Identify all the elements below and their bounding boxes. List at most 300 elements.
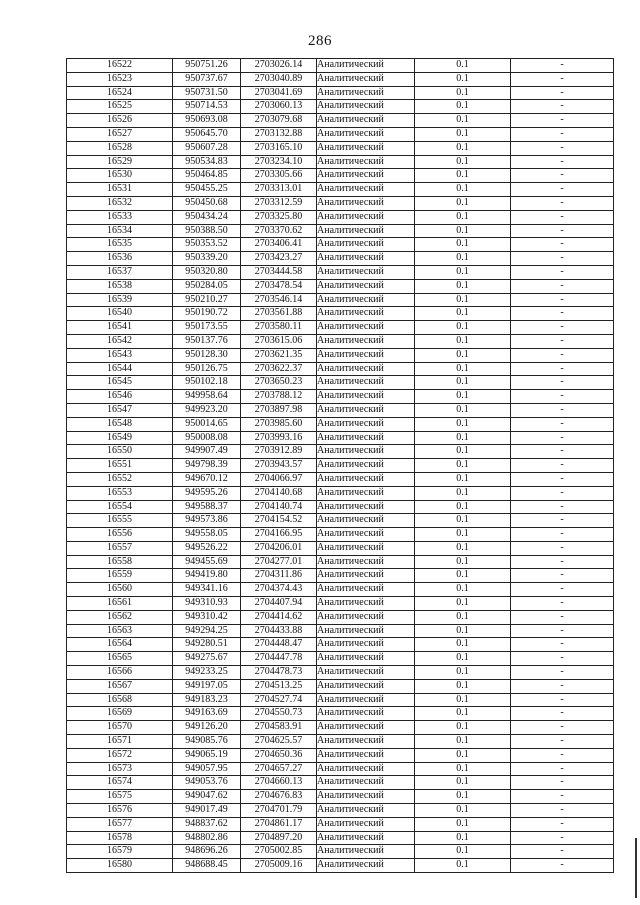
error-cell: 0.1 <box>415 472 511 486</box>
x-coordinate-cell: 949275.67 <box>173 652 241 666</box>
table-row <box>67 762 614 776</box>
method-cell: Аналитический <box>317 403 415 417</box>
method-cell: Аналитический <box>317 500 415 514</box>
x-coordinate-cell: 950126.75 <box>173 362 241 376</box>
y-coordinate-cell: 2703985.60 <box>241 417 317 431</box>
note-cell: - <box>511 845 614 859</box>
error-cell: 0.1 <box>415 224 511 238</box>
table-row <box>67 748 614 762</box>
note-cell: - <box>511 638 614 652</box>
note-cell: - <box>511 59 614 73</box>
error-cell: 0.1 <box>415 776 511 790</box>
note-cell: - <box>511 569 614 583</box>
error-cell: 0.1 <box>415 445 511 459</box>
y-coordinate-cell: 2704414.62 <box>241 610 317 624</box>
point-number-cell: 16535 <box>67 238 173 252</box>
x-coordinate-cell: 949573.86 <box>173 514 241 528</box>
y-coordinate-cell: 2704897.20 <box>241 831 317 845</box>
note-cell: - <box>511 293 614 307</box>
coordinates-table-body <box>67 59 614 873</box>
note-cell: - <box>511 321 614 335</box>
table-row <box>67 679 614 693</box>
note-cell: - <box>511 376 614 390</box>
method-cell: Аналитический <box>317 459 415 473</box>
note-cell: - <box>511 735 614 749</box>
x-coordinate-cell: 949197.05 <box>173 679 241 693</box>
error-cell: 0.1 <box>415 59 511 73</box>
y-coordinate-cell: 2704311.86 <box>241 569 317 583</box>
x-coordinate-cell: 949053.76 <box>173 776 241 790</box>
error-cell: 0.1 <box>415 100 511 114</box>
point-number-cell: 16570 <box>67 721 173 735</box>
table-row <box>67 597 614 611</box>
point-number-cell: 16567 <box>67 679 173 693</box>
method-cell: Аналитический <box>317 679 415 693</box>
error-cell: 0.1 <box>415 293 511 307</box>
table-row <box>67 252 614 266</box>
point-number-cell: 16565 <box>67 652 173 666</box>
note-cell: - <box>511 265 614 279</box>
x-coordinate-cell: 948837.62 <box>173 817 241 831</box>
point-number-cell: 16578 <box>67 831 173 845</box>
point-number-cell: 16531 <box>67 183 173 197</box>
error-cell: 0.1 <box>415 597 511 611</box>
x-coordinate-cell: 950751.26 <box>173 59 241 73</box>
error-cell: 0.1 <box>415 735 511 749</box>
y-coordinate-cell: 2704140.74 <box>241 500 317 514</box>
x-coordinate-cell: 949294.25 <box>173 624 241 638</box>
error-cell: 0.1 <box>415 610 511 624</box>
x-coordinate-cell: 949923.20 <box>173 403 241 417</box>
x-coordinate-cell: 950128.30 <box>173 348 241 362</box>
note-cell: - <box>511 721 614 735</box>
y-coordinate-cell: 2703040.89 <box>241 72 317 86</box>
error-cell: 0.1 <box>415 762 511 776</box>
method-cell: Аналитический <box>317 265 415 279</box>
error-cell: 0.1 <box>415 541 511 555</box>
note-cell: - <box>511 748 614 762</box>
method-cell: Аналитический <box>317 831 415 845</box>
x-coordinate-cell: 949907.49 <box>173 445 241 459</box>
y-coordinate-cell: 2704861.17 <box>241 817 317 831</box>
table-row <box>67 445 614 459</box>
x-coordinate-cell: 949310.93 <box>173 597 241 611</box>
error-cell: 0.1 <box>415 321 511 335</box>
x-coordinate-cell: 949280.51 <box>173 638 241 652</box>
x-coordinate-cell: 949163.69 <box>173 707 241 721</box>
y-coordinate-cell: 2703622.37 <box>241 362 317 376</box>
note-cell: - <box>511 610 614 624</box>
point-number-cell: 16563 <box>67 624 173 638</box>
point-number-cell: 16559 <box>67 569 173 583</box>
note-cell: - <box>511 417 614 431</box>
table-row <box>67 403 614 417</box>
note-cell: - <box>511 86 614 100</box>
point-number-cell: 16537 <box>67 265 173 279</box>
method-cell: Аналитический <box>317 541 415 555</box>
method-cell: Аналитический <box>317 417 415 431</box>
note-cell: - <box>511 459 614 473</box>
error-cell: 0.1 <box>415 569 511 583</box>
table-row <box>67 224 614 238</box>
note-cell: - <box>511 224 614 238</box>
y-coordinate-cell: 2703615.06 <box>241 334 317 348</box>
note-cell: - <box>511 445 614 459</box>
note-cell: - <box>511 100 614 114</box>
note-cell: - <box>511 403 614 417</box>
note-cell: - <box>511 817 614 831</box>
note-cell: - <box>511 279 614 293</box>
point-number-cell: 16533 <box>67 210 173 224</box>
x-coordinate-cell: 949595.26 <box>173 486 241 500</box>
table-row <box>67 279 614 293</box>
error-cell: 0.1 <box>415 679 511 693</box>
note-cell: - <box>511 362 614 376</box>
point-number-cell: 16574 <box>67 776 173 790</box>
note-cell: - <box>511 514 614 528</box>
note-cell: - <box>511 597 614 611</box>
error-cell: 0.1 <box>415 279 511 293</box>
x-coordinate-cell: 949455.69 <box>173 555 241 569</box>
note-cell: - <box>511 196 614 210</box>
method-cell: Аналитический <box>317 804 415 818</box>
x-coordinate-cell: 950102.18 <box>173 376 241 390</box>
table-row <box>67 721 614 735</box>
table-row <box>67 569 614 583</box>
y-coordinate-cell: 2704166.95 <box>241 528 317 542</box>
point-number-cell: 16553 <box>67 486 173 500</box>
point-number-cell: 16573 <box>67 762 173 776</box>
x-coordinate-cell: 950388.50 <box>173 224 241 238</box>
y-coordinate-cell: 2703478.54 <box>241 279 317 293</box>
note-cell: - <box>511 693 614 707</box>
error-cell: 0.1 <box>415 196 511 210</box>
point-number-cell: 16564 <box>67 638 173 652</box>
table-row <box>67 334 614 348</box>
method-cell: Аналитический <box>317 845 415 859</box>
point-number-cell: 16543 <box>67 348 173 362</box>
y-coordinate-cell: 2704407.94 <box>241 597 317 611</box>
method-cell: Аналитический <box>317 307 415 321</box>
table-row <box>67 59 614 73</box>
error-cell: 0.1 <box>415 555 511 569</box>
x-coordinate-cell: 948802.86 <box>173 831 241 845</box>
x-coordinate-cell: 948688.45 <box>173 859 241 873</box>
x-coordinate-cell: 949047.62 <box>173 790 241 804</box>
method-cell: Аналитический <box>317 735 415 749</box>
table-row <box>67 114 614 128</box>
point-number-cell: 16532 <box>67 196 173 210</box>
table-row <box>67 859 614 873</box>
point-number-cell: 16541 <box>67 321 173 335</box>
table-row <box>67 804 614 818</box>
table-row <box>67 541 614 555</box>
point-number-cell: 16538 <box>67 279 173 293</box>
note-cell: - <box>511 114 614 128</box>
x-coordinate-cell: 949670.12 <box>173 472 241 486</box>
error-cell: 0.1 <box>415 748 511 762</box>
error-cell: 0.1 <box>415 169 511 183</box>
table-row <box>67 500 614 514</box>
method-cell: Аналитический <box>317 859 415 873</box>
y-coordinate-cell: 2704374.43 <box>241 583 317 597</box>
x-coordinate-cell: 949233.25 <box>173 666 241 680</box>
note-cell: - <box>511 169 614 183</box>
x-coordinate-cell: 950014.65 <box>173 417 241 431</box>
method-cell: Аналитический <box>317 362 415 376</box>
error-cell: 0.1 <box>415 238 511 252</box>
method-cell: Аналитический <box>317 169 415 183</box>
method-cell: Аналитический <box>317 472 415 486</box>
point-number-cell: 16529 <box>67 155 173 169</box>
table-row <box>67 72 614 86</box>
point-number-cell: 16579 <box>67 845 173 859</box>
method-cell: Аналитический <box>317 334 415 348</box>
x-coordinate-cell: 949183.23 <box>173 693 241 707</box>
method-cell: Аналитический <box>317 210 415 224</box>
error-cell: 0.1 <box>415 707 511 721</box>
y-coordinate-cell: 2704625.57 <box>241 735 317 749</box>
point-number-cell: 16558 <box>67 555 173 569</box>
x-coordinate-cell: 949085.76 <box>173 735 241 749</box>
x-coordinate-cell: 950607.28 <box>173 141 241 155</box>
table-row <box>67 293 614 307</box>
error-cell: 0.1 <box>415 141 511 155</box>
method-cell: Аналитический <box>317 666 415 680</box>
x-coordinate-cell: 950731.50 <box>173 86 241 100</box>
note-cell: - <box>511 252 614 266</box>
table-row <box>67 238 614 252</box>
table-row <box>67 790 614 804</box>
table-row <box>67 417 614 431</box>
method-cell: Аналитический <box>317 252 415 266</box>
method-cell: Аналитический <box>317 555 415 569</box>
page-number: 286 <box>308 33 332 49</box>
y-coordinate-cell: 2703234.10 <box>241 155 317 169</box>
x-coordinate-cell: 950455.25 <box>173 183 241 197</box>
y-coordinate-cell: 2704447.78 <box>241 652 317 666</box>
method-cell: Аналитический <box>317 624 415 638</box>
point-number-cell: 16568 <box>67 693 173 707</box>
table-row <box>67 514 614 528</box>
table-row <box>67 638 614 652</box>
table-row <box>67 321 614 335</box>
error-cell: 0.1 <box>415 348 511 362</box>
point-number-cell: 16571 <box>67 735 173 749</box>
point-number-cell: 16525 <box>67 100 173 114</box>
y-coordinate-cell: 2703423.27 <box>241 252 317 266</box>
error-cell: 0.1 <box>415 652 511 666</box>
table-row <box>67 459 614 473</box>
y-coordinate-cell: 2703370.62 <box>241 224 317 238</box>
x-coordinate-cell: 949310.42 <box>173 610 241 624</box>
x-coordinate-cell: 950173.55 <box>173 321 241 335</box>
note-cell: - <box>511 72 614 86</box>
note-cell: - <box>511 666 614 680</box>
table-row <box>67 583 614 597</box>
y-coordinate-cell: 2703650.23 <box>241 376 317 390</box>
point-number-cell: 16555 <box>67 514 173 528</box>
x-coordinate-cell: 950353.52 <box>173 238 241 252</box>
x-coordinate-cell: 949526.22 <box>173 541 241 555</box>
point-number-cell: 16524 <box>67 86 173 100</box>
point-number-cell: 16534 <box>67 224 173 238</box>
method-cell: Аналитический <box>317 127 415 141</box>
point-number-cell: 16536 <box>67 252 173 266</box>
x-coordinate-cell: 949588.37 <box>173 500 241 514</box>
x-coordinate-cell: 950645.70 <box>173 127 241 141</box>
error-cell: 0.1 <box>415 831 511 845</box>
table-row <box>67 472 614 486</box>
x-coordinate-cell: 949065.19 <box>173 748 241 762</box>
method-cell: Аналитический <box>317 431 415 445</box>
table-row <box>67 555 614 569</box>
y-coordinate-cell: 2703313.01 <box>241 183 317 197</box>
error-cell: 0.1 <box>415 845 511 859</box>
note-cell: - <box>511 679 614 693</box>
x-coordinate-cell: 950714.53 <box>173 100 241 114</box>
point-number-cell: 16572 <box>67 748 173 762</box>
y-coordinate-cell: 2703993.16 <box>241 431 317 445</box>
y-coordinate-cell: 2703165.10 <box>241 141 317 155</box>
y-coordinate-cell: 2704478.73 <box>241 666 317 680</box>
point-number-cell: 16556 <box>67 528 173 542</box>
y-coordinate-cell: 2703546.14 <box>241 293 317 307</box>
table-row <box>67 707 614 721</box>
method-cell: Аналитический <box>317 721 415 735</box>
note-cell: - <box>511 500 614 514</box>
error-cell: 0.1 <box>415 624 511 638</box>
error-cell: 0.1 <box>415 693 511 707</box>
method-cell: Аналитический <box>317 114 415 128</box>
point-number-cell: 16527 <box>67 127 173 141</box>
table-row <box>67 376 614 390</box>
point-number-cell: 16546 <box>67 390 173 404</box>
error-cell: 0.1 <box>415 72 511 86</box>
note-cell: - <box>511 555 614 569</box>
point-number-cell: 16560 <box>67 583 173 597</box>
method-cell: Аналитический <box>317 638 415 652</box>
point-number-cell: 16544 <box>67 362 173 376</box>
table-row <box>67 86 614 100</box>
method-cell: Аналитический <box>317 59 415 73</box>
y-coordinate-cell: 2703041.69 <box>241 86 317 100</box>
x-coordinate-cell: 949126.20 <box>173 721 241 735</box>
x-coordinate-cell: 949057.95 <box>173 762 241 776</box>
table-row <box>67 307 614 321</box>
x-coordinate-cell: 950008.08 <box>173 431 241 445</box>
y-coordinate-cell: 2703561.88 <box>241 307 317 321</box>
x-coordinate-cell: 950464.85 <box>173 169 241 183</box>
x-coordinate-cell: 950450.68 <box>173 196 241 210</box>
y-coordinate-cell: 2704433.88 <box>241 624 317 638</box>
y-coordinate-cell: 2704154.52 <box>241 514 317 528</box>
method-cell: Аналитический <box>317 652 415 666</box>
table-row <box>67 666 614 680</box>
point-number-cell: 16540 <box>67 307 173 321</box>
error-cell: 0.1 <box>415 403 511 417</box>
y-coordinate-cell: 2703444.58 <box>241 265 317 279</box>
point-number-cell: 16577 <box>67 817 173 831</box>
error-cell: 0.1 <box>415 114 511 128</box>
table-row <box>67 735 614 749</box>
method-cell: Аналитический <box>317 762 415 776</box>
x-coordinate-cell: 950137.76 <box>173 334 241 348</box>
table-row <box>67 831 614 845</box>
note-cell: - <box>511 127 614 141</box>
error-cell: 0.1 <box>415 817 511 831</box>
error-cell: 0.1 <box>415 459 511 473</box>
error-cell: 0.1 <box>415 127 511 141</box>
x-coordinate-cell: 950320.80 <box>173 265 241 279</box>
y-coordinate-cell: 2704140.68 <box>241 486 317 500</box>
method-cell: Аналитический <box>317 196 415 210</box>
note-cell: - <box>511 652 614 666</box>
method-cell: Аналитический <box>317 376 415 390</box>
note-cell: - <box>511 831 614 845</box>
error-cell: 0.1 <box>415 376 511 390</box>
y-coordinate-cell: 2704701.79 <box>241 804 317 818</box>
note-cell: - <box>511 390 614 404</box>
point-number-cell: 16557 <box>67 541 173 555</box>
y-coordinate-cell: 2703788.12 <box>241 390 317 404</box>
error-cell: 0.1 <box>415 417 511 431</box>
note-cell: - <box>511 707 614 721</box>
point-number-cell: 16539 <box>67 293 173 307</box>
method-cell: Аналитический <box>317 528 415 542</box>
error-cell: 0.1 <box>415 528 511 542</box>
point-number-cell: 16569 <box>67 707 173 721</box>
y-coordinate-cell: 2703026.14 <box>241 59 317 73</box>
method-cell: Аналитический <box>317 569 415 583</box>
coordinates-table <box>66 58 614 873</box>
point-number-cell: 16580 <box>67 859 173 873</box>
error-cell: 0.1 <box>415 638 511 652</box>
error-cell: 0.1 <box>415 183 511 197</box>
error-cell: 0.1 <box>415 859 511 873</box>
note-cell: - <box>511 307 614 321</box>
y-coordinate-cell: 2704550.73 <box>241 707 317 721</box>
note-cell: - <box>511 210 614 224</box>
note-cell: - <box>511 790 614 804</box>
table-row <box>67 528 614 542</box>
note-cell: - <box>511 804 614 818</box>
x-coordinate-cell: 950284.05 <box>173 279 241 293</box>
x-coordinate-cell: 949798.39 <box>173 459 241 473</box>
y-coordinate-cell: 2703305.66 <box>241 169 317 183</box>
point-number-cell: 16575 <box>67 790 173 804</box>
y-coordinate-cell: 2703312.59 <box>241 196 317 210</box>
error-cell: 0.1 <box>415 307 511 321</box>
x-coordinate-cell: 950190.72 <box>173 307 241 321</box>
note-cell: - <box>511 238 614 252</box>
method-cell: Аналитический <box>317 583 415 597</box>
point-number-cell: 16526 <box>67 114 173 128</box>
table-row <box>67 362 614 376</box>
table-row <box>67 155 614 169</box>
error-cell: 0.1 <box>415 804 511 818</box>
x-coordinate-cell: 950737.67 <box>173 72 241 86</box>
error-cell: 0.1 <box>415 362 511 376</box>
method-cell: Аналитический <box>317 141 415 155</box>
error-cell: 0.1 <box>415 155 511 169</box>
point-number-cell: 16528 <box>67 141 173 155</box>
method-cell: Аналитический <box>317 238 415 252</box>
point-number-cell: 16523 <box>67 72 173 86</box>
point-number-cell: 16554 <box>67 500 173 514</box>
note-cell: - <box>511 431 614 445</box>
point-number-cell: 16562 <box>67 610 173 624</box>
